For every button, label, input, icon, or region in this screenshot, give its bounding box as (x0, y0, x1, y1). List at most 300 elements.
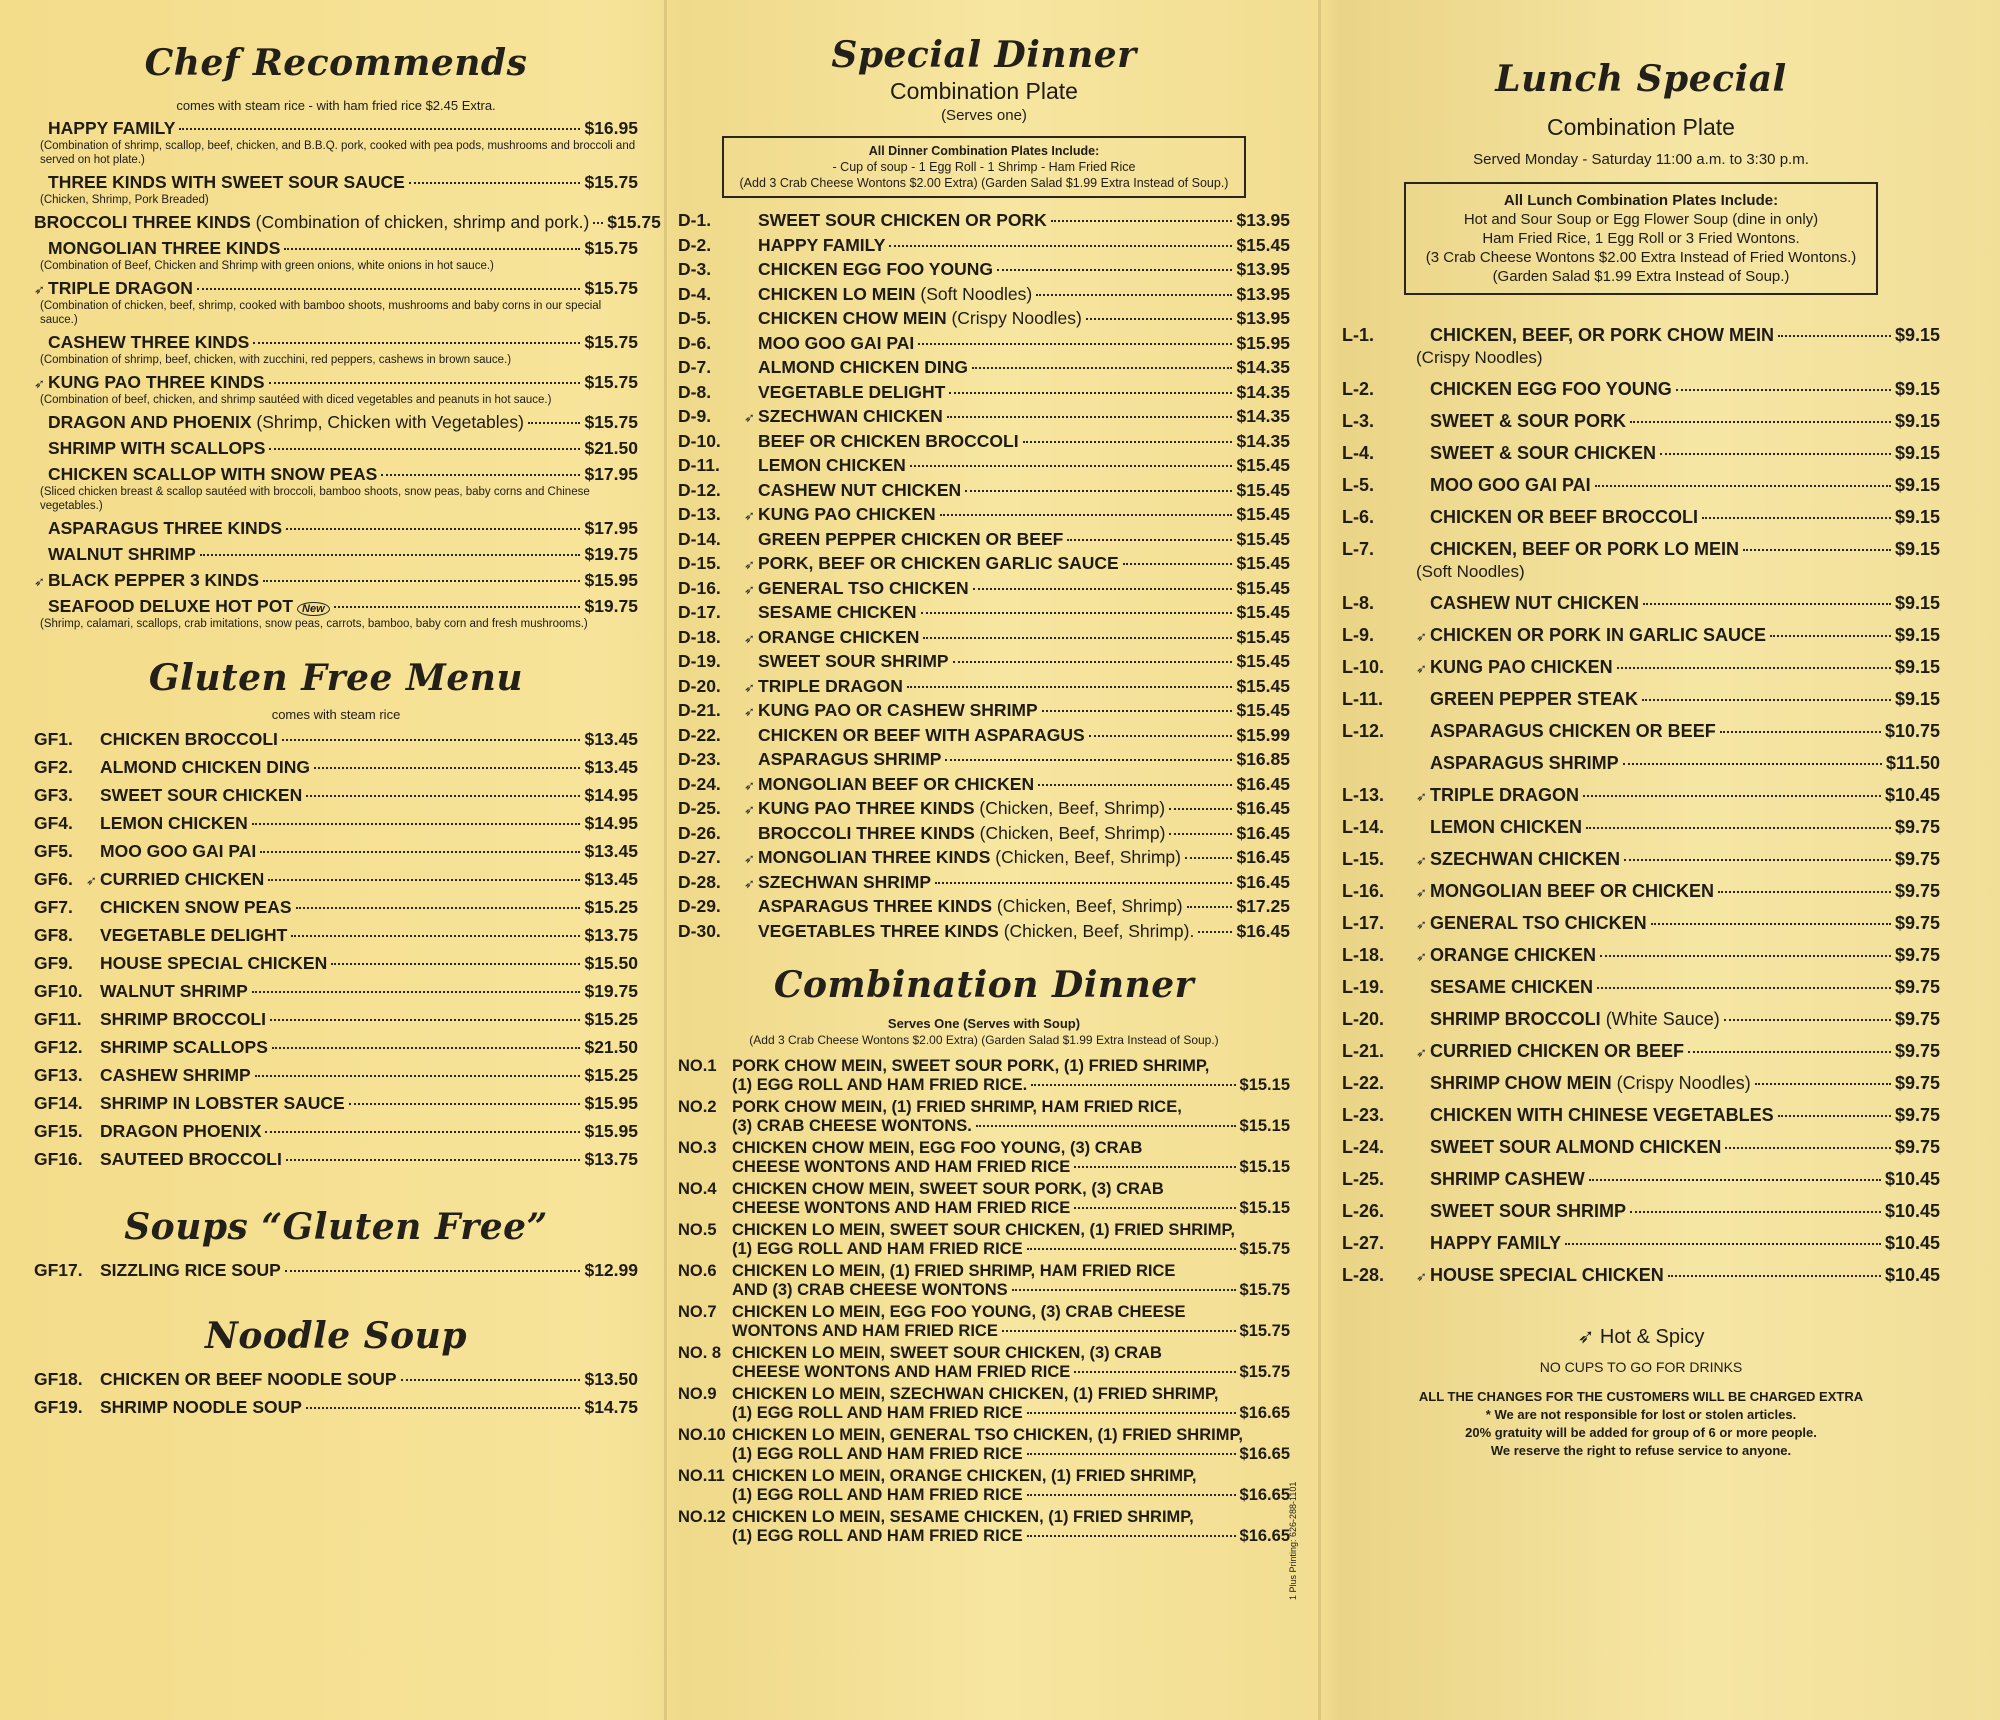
lunch-item (1342, 1201, 1940, 1222)
item-name (1430, 1233, 1561, 1254)
item-price: $19.75 (584, 596, 638, 616)
item-name-text: ALMOND CHICKEN DING (758, 357, 968, 377)
item-price: $9.75 (1894, 1073, 1940, 1093)
item-name-text: CHICKEN LO MEIN (758, 283, 916, 304)
combo-line-2: AND (3) CRAB CHEESE WONTONS (732, 1280, 1008, 1299)
item-number: L-4. (1342, 443, 1375, 463)
item-number: D-6. (678, 332, 712, 353)
item-name (100, 953, 327, 974)
combo-line-2: (1) EGG ROLL AND HAM FRIED RICE (732, 1239, 1023, 1258)
gluten-item (34, 757, 638, 778)
item-price: $13.45 (584, 729, 638, 749)
item-price: $9.15 (1894, 325, 1940, 345)
dinner-item (678, 872, 1290, 893)
item-price: $15.75 (607, 212, 661, 232)
item-name-text: THREE KINDS WITH SWEET SOUR SAUCE (48, 172, 405, 192)
combo-line-2: (1) EGG ROLL AND HAM FRIED RICE (732, 1403, 1023, 1422)
dot-leader (306, 1407, 581, 1409)
combo-line-2: CHEESE WONTONS AND HAM FRIED RICE (732, 1157, 1071, 1176)
pepper-icon: ➶ (1416, 853, 1427, 868)
item-number: NO.7 (678, 1302, 717, 1321)
item-name-text: BROCCOLI THREE KINDS (758, 822, 975, 843)
item-number: L-15. (1342, 849, 1385, 869)
item-price: $13.50 (584, 1369, 638, 1389)
dinner-item (678, 333, 1290, 354)
item-number: NO.1 (678, 1056, 717, 1075)
item-price: $17.95 (584, 518, 638, 538)
dot-leader (1600, 955, 1891, 957)
item-name (34, 212, 589, 233)
pepper-icon: ➶ (744, 508, 755, 523)
item-name (758, 357, 968, 378)
item-name (48, 464, 377, 485)
lunch-item (1342, 753, 1940, 774)
gluten-item (34, 1121, 638, 1142)
dot-leader (1617, 667, 1891, 669)
dot-leader (381, 474, 580, 476)
item-name (1430, 1169, 1585, 1190)
item-name (1430, 849, 1620, 870)
item-number: GF6. (34, 869, 73, 889)
item-price: $15.95 (584, 570, 638, 590)
item-name (758, 431, 1019, 452)
item-price: $10.45 (1884, 1201, 1940, 1221)
dot-leader (1624, 859, 1891, 861)
dinner-item (678, 210, 1290, 231)
dot-leader (1027, 1535, 1236, 1537)
dot-leader (1187, 906, 1233, 908)
footer-no-cups: NO CUPS TO GO FOR DRINKS (1539, 1359, 1743, 1375)
item-subtext: (Soft Noodles) (1416, 562, 1525, 581)
item-number: L-28. (1342, 1265, 1385, 1285)
item-name (1430, 1009, 1720, 1030)
item-name-text: CHICKEN, BEEF OR PORK LO MEIN (1430, 539, 1740, 559)
item-name (100, 729, 278, 750)
dot-leader (1089, 735, 1233, 737)
fold-line (664, 0, 667, 1720)
dinner-item (678, 504, 1290, 525)
item-price: $15.95 (584, 1121, 638, 1141)
lunch-special-title: Lunch Special (1495, 58, 1787, 100)
item-number: D-29. (678, 896, 721, 916)
pepper-icon: ➶ (1416, 1045, 1427, 1060)
combo-item (678, 1057, 1290, 1095)
pepper-icon: ➶ (34, 282, 45, 297)
item-number: GF11. (34, 1009, 82, 1029)
item-name-text: SHRIMP BROCCOLI (1430, 1009, 1601, 1029)
middle-panel (668, 0, 1316, 1720)
item-price: $9.75 (1894, 849, 1940, 869)
dinner-item (678, 651, 1290, 672)
item-price: $9.75 (1894, 1009, 1940, 1029)
item-number: GF5. (34, 841, 73, 861)
dot-leader (1042, 710, 1233, 712)
item-price: $12.99 (584, 1260, 638, 1280)
combo-line (678, 1281, 1290, 1300)
dinner-item (678, 259, 1290, 280)
item-number: L-18. (1342, 945, 1385, 965)
item-name-text: SESAME CHICKEN (758, 602, 917, 622)
gluten-item (34, 981, 638, 1002)
dot-leader (945, 759, 1232, 761)
dot-leader (1778, 335, 1891, 337)
item-name (100, 1260, 281, 1281)
item-number: L-23. (1342, 1105, 1385, 1125)
gluten-item (34, 813, 638, 834)
dot-leader (1743, 549, 1891, 551)
combo-item (678, 1262, 1290, 1300)
combo-line (678, 1445, 1290, 1464)
dot-leader (252, 991, 581, 993)
item-number: NO.4 (678, 1179, 717, 1198)
gluten-free-title: Gluten Free Menu (148, 657, 524, 699)
item-number: D-15. (678, 553, 721, 573)
item-name (758, 602, 917, 623)
dot-leader (918, 343, 1232, 345)
item-name-text: LEMON CHICKEN (1430, 817, 1582, 837)
item-number: D-26. (678, 822, 721, 843)
item-name-text: SESAME CHICKEN (1430, 977, 1594, 997)
dinner-item (678, 235, 1290, 256)
dot-leader (973, 588, 1233, 590)
item-name (1430, 593, 1639, 614)
item-price: $11.50 (1885, 753, 1940, 773)
item-name-text: MONGOLIAN BEEF OR CHICKEN (1430, 881, 1715, 901)
combo-item (678, 1098, 1290, 1136)
gluten-item (34, 785, 638, 806)
item-name-text: KUNG PAO THREE KINDS (758, 798, 975, 818)
item-price: $15.75 (584, 278, 638, 298)
lunch-item (1342, 1009, 1940, 1030)
lunch-item (1342, 849, 1940, 870)
item-name (1430, 689, 1638, 710)
item-price: $9.15 (1894, 507, 1940, 527)
item-name (1430, 507, 1698, 528)
dinner-box-title: All Dinner Combination Plates Include: (868, 144, 1100, 158)
gluten-item (34, 841, 638, 862)
pepper-icon: ➶ (34, 574, 45, 589)
item-name-text: HAPPY FAMILY (48, 118, 176, 138)
dot-leader (910, 465, 1233, 467)
item-name (758, 210, 1047, 231)
item-detail: (Combination of chicken, shrimp and pork.) (250, 212, 590, 232)
item-name (758, 578, 969, 599)
dot-leader (306, 795, 580, 797)
combination-serves: Serves One (Serves with Soup) (887, 1015, 1081, 1031)
dinner-item (678, 284, 1290, 305)
item-price: $13.95 (1236, 210, 1290, 230)
lunch-item (1342, 721, 1940, 742)
item-price: $19.75 (584, 544, 638, 564)
combo-line-1: CHICKEN LO MEIN, ORANGE CHICKEN, (1) FRIED SHRIMP, (732, 1466, 1197, 1485)
chef-item (34, 212, 661, 233)
lunch-item (1342, 1073, 1940, 1094)
lunch-item (1342, 507, 1940, 528)
dinner-item (678, 553, 1290, 574)
item-name-text: WALNUT SHRIMP (100, 981, 248, 1001)
item-detail: (Chicken, Beef, Shrimp) (974, 798, 1166, 818)
item-name-text: CHICKEN BROCCOLI (100, 729, 278, 749)
dinner-item (678, 896, 1290, 917)
dinner-item (678, 749, 1290, 770)
item-price: $15.45 (1236, 626, 1290, 647)
item-name (758, 235, 885, 256)
item-name (100, 1149, 282, 1170)
dinner-includes-box (722, 136, 1246, 198)
item-name-text: CHICKEN WITH CHINESE VEGETABLES (1430, 1105, 1774, 1125)
item-number: L-10. (1342, 657, 1385, 677)
dot-leader (282, 739, 581, 741)
item-detail: (Chicken, Beef, Shrimp). (998, 920, 1195, 941)
item-number: GF12. (34, 1037, 83, 1057)
dot-leader (1023, 441, 1233, 443)
item-name (1430, 411, 1626, 432)
item-name (1430, 475, 1591, 496)
item-price: $13.75 (584, 1149, 638, 1169)
item-number: D-2. (678, 234, 712, 255)
dot-leader (269, 382, 581, 384)
dot-leader (1086, 318, 1233, 320)
item-price: $16.85 (1236, 749, 1290, 769)
pepper-icon: ➶ (34, 376, 45, 391)
dot-leader (921, 612, 1233, 614)
item-name-text: SHRIMP BROCCOLI (100, 1009, 266, 1029)
lunch-list (1342, 325, 1940, 1286)
item-price: $15.25 (584, 1065, 638, 1085)
item-number: GF16. (34, 1149, 83, 1169)
item-price: $15.45 (1236, 700, 1290, 720)
combo-item (678, 1221, 1290, 1259)
item-name-text: WALNUT SHRIMP (48, 544, 196, 564)
item-price: $16.65 (1239, 1526, 1290, 1545)
item-number: D-9. (678, 406, 712, 426)
combo-line-1: PORK CHOW MEIN, SWEET SOUR PORK, (1) FRIED SHRIMP, (732, 1056, 1210, 1075)
gluten-note: comes with steam rice (271, 707, 401, 722)
combo-line-1: CHICKEN LO MEIN, SWEET SOUR CHICKEN, (1) FRIED SHRIMP, (732, 1220, 1235, 1239)
item-number: NO.6 (678, 1261, 717, 1280)
item-name-text: MONGOLIAN THREE KINDS (48, 238, 281, 258)
dot-leader (409, 182, 581, 184)
item-detail: (Chicken, Beef, Shrimp) (990, 847, 1181, 867)
item-name-text: BLACK PEPPER 3 KINDS (48, 570, 260, 590)
item-detail: (Soft Noodles) (915, 283, 1033, 304)
item-number: D-5. (678, 308, 712, 328)
item-name-text: DRAGON AND PHOENIX (48, 412, 252, 432)
chef-list (34, 118, 661, 631)
item-price: $9.15 (1894, 411, 1940, 431)
dot-leader (1051, 220, 1233, 222)
dinner-item (678, 676, 1290, 697)
combo-line (678, 1508, 1290, 1527)
item-price: $14.75 (584, 1397, 638, 1417)
dot-leader (1038, 784, 1232, 786)
item-price: $15.45 (1236, 479, 1290, 500)
dinner-item (678, 774, 1290, 795)
item-name (1430, 913, 1647, 934)
item-name (758, 284, 1032, 305)
item-price: $14.95 (584, 785, 638, 805)
item-description: (Combination of chicken, beef, shrimp, cooked with bamboo shoots, mushrooms and baby corns in our special sauce.) (40, 300, 602, 326)
item-name-text: SWEET SOUR CHICKEN OR PORK (758, 210, 1047, 230)
item-number: L-13. (1342, 785, 1385, 805)
item-number: L-3. (1342, 411, 1375, 431)
dot-leader (263, 580, 580, 582)
dot-leader (1169, 833, 1232, 835)
lunch-item (1342, 411, 1940, 432)
item-description: (Chicken, Shrimp, Pork Breaded) (40, 194, 209, 206)
dot-leader (1589, 1179, 1881, 1181)
item-name (758, 676, 903, 697)
dot-leader (1660, 453, 1891, 455)
item-name (100, 869, 264, 890)
item-price: $9.75 (1894, 817, 1940, 837)
item-price: $15.45 (1236, 234, 1290, 255)
dot-leader (265, 1131, 580, 1133)
dot-leader (997, 269, 1232, 271)
dot-leader (953, 661, 1233, 663)
item-number: L-25. (1342, 1169, 1385, 1189)
item-number: GF17. (34, 1260, 83, 1280)
item-number: D-23. (678, 749, 721, 769)
combo-line-1: CHICKEN LO MEIN, GENERAL TSO CHICKEN, (1) FRIED SHRIMP, (732, 1425, 1243, 1444)
item-price: $15.95 (584, 1093, 638, 1113)
item-number: D-24. (678, 773, 721, 794)
item-name-text: SHRIMP CHOW MEIN (1430, 1073, 1612, 1093)
lunch-item (1342, 539, 1940, 560)
dot-leader (296, 907, 581, 909)
lunch-item (1342, 913, 1940, 934)
pepper-icon: ➶ (744, 630, 755, 646)
dot-leader (284, 248, 580, 250)
item-description: (Combination of shrimp, beef, chicken, with zucchini, red peppers, cashews in brown sauce.) (40, 354, 512, 366)
combo-line (678, 1322, 1290, 1341)
pepper-icon: ➶ (744, 777, 755, 793)
combo-line-2: (1) EGG ROLL AND HAM FRIED RICE (732, 1485, 1023, 1504)
item-name-text: GENERAL TSO CHICKEN (758, 577, 969, 598)
gluten-item (34, 1149, 638, 1170)
item-name-text: CHICKEN CHOW MEIN (758, 308, 947, 328)
item-number: NO. 8 (678, 1343, 722, 1362)
dot-leader (949, 392, 1232, 394)
combination-list (678, 1057, 1290, 1546)
pepper-icon: ➶ (1416, 789, 1427, 804)
item-name (48, 372, 265, 393)
footer-changes: ALL THE CHANGES FOR THE CUSTOMERS WILL BE CHARGED EXTRA (1418, 1389, 1864, 1404)
dot-leader (1027, 1453, 1236, 1455)
lunch-box-line: (3 Crab Cheese Wontons $2.00 Extra Instead of Fried Wontons.) (1425, 249, 1857, 266)
dot-leader (972, 367, 1232, 369)
lunch-item (1342, 475, 1940, 496)
item-name-text: VEGETABLE DELIGHT (100, 925, 288, 945)
lunch-box-title: All Lunch Combination Plates Include: (1503, 192, 1779, 209)
item-price: $16.45 (1236, 822, 1290, 843)
item-name (758, 749, 941, 770)
lunch-hours: Served Monday - Saturday 11:00 a.m. to 3:30 p.m. (1473, 151, 1809, 168)
item-name (758, 627, 919, 648)
dinner-item (678, 406, 1290, 427)
item-price: $15.75 (584, 412, 638, 432)
dot-leader (1724, 1019, 1891, 1021)
item-price: $15.45 (1236, 504, 1290, 524)
item-price: $14.35 (1236, 430, 1290, 451)
item-name (1430, 977, 1593, 998)
combo-line (678, 1486, 1290, 1505)
item-name (1430, 1265, 1664, 1286)
lunch-item (1342, 1041, 1940, 1062)
item-price: $9.15 (1894, 475, 1940, 495)
combo-item (678, 1385, 1290, 1423)
lunch-item (1342, 1137, 1940, 1158)
lunch-item (1342, 1105, 1940, 1126)
item-name (758, 725, 1085, 746)
item-price: $16.45 (1236, 920, 1290, 941)
item-name (1430, 325, 1774, 346)
item-price: $9.15 (1894, 379, 1940, 399)
item-price: $9.75 (1894, 1137, 1940, 1157)
pepper-icon: ➶ (1577, 1326, 1595, 1348)
item-name (100, 925, 287, 946)
combo-line (678, 1076, 1290, 1095)
item-name-text: SZECHWAN CHICKEN (758, 406, 943, 426)
dot-leader (1651, 923, 1891, 925)
combo-line (678, 1467, 1290, 1486)
gluten-item (34, 1037, 638, 1058)
item-name (758, 259, 993, 280)
item-name-text: TRIPLE DRAGON (1430, 785, 1580, 805)
item-detail: (Crispy Noodles) (1611, 1073, 1751, 1093)
item-name-text: HOUSE SPECIAL CHICKEN (100, 953, 328, 973)
item-name-text: CHICKEN OR PORK IN GARLIC SAUCE (1430, 625, 1767, 645)
pepper-icon: ➶ (1416, 629, 1427, 644)
pepper-icon: ➶ (1416, 1269, 1427, 1284)
item-number: GF13. (34, 1065, 83, 1085)
item-price: $9.75 (1894, 881, 1940, 901)
dot-leader (1027, 1494, 1236, 1496)
dinner-item (678, 627, 1290, 648)
pepper-icon: ➶ (1416, 917, 1427, 932)
item-name (100, 785, 302, 806)
item-name-text: ASPARAGUS THREE KINDS (48, 518, 283, 538)
dot-leader (1169, 808, 1232, 810)
dinner-box-line: (Add 3 Crab Cheese Wontons $2.00 Extra) (Garden Salad $1.99 Extra Instead of Soup.) (739, 176, 1229, 190)
gluten-item (34, 897, 638, 918)
item-price: $15.75 (1239, 1321, 1290, 1340)
item-name-text: SIZZLING RICE SOUP (100, 1260, 281, 1280)
item-price: $14.35 (1236, 406, 1290, 426)
pepper-icon: ➶ (1416, 949, 1427, 964)
item-name (48, 332, 249, 353)
item-number: GF1. (34, 729, 73, 749)
combo-line (678, 1180, 1290, 1199)
item-number: D-11. (678, 455, 720, 475)
item-number: L-24. (1342, 1137, 1385, 1157)
dot-leader (285, 1270, 581, 1272)
dot-leader (1027, 1248, 1236, 1250)
dot-leader (286, 528, 580, 530)
dinner-item (678, 357, 1290, 378)
item-name-text: KUNG PAO CHICKEN (1430, 657, 1613, 677)
item-name-text: ASPARAGUS THREE KINDS (758, 896, 993, 916)
item-name (1430, 785, 1579, 806)
item-name-text: ASPARAGUS CHICKEN OR BEEF (1430, 721, 1716, 741)
pepper-icon: ➶ (744, 410, 755, 425)
combo-line-2: CHEESE WONTONS AND HAM FRIED RICE (732, 1362, 1071, 1381)
item-name-text: MOO GOO GAI PAI (100, 841, 257, 861)
item-name-text: CHICKEN SCALLOP WITH SNOW PEAS (48, 464, 378, 484)
item-number: D-27. (678, 847, 721, 867)
dot-leader (197, 288, 581, 290)
dinner-item (678, 823, 1290, 844)
